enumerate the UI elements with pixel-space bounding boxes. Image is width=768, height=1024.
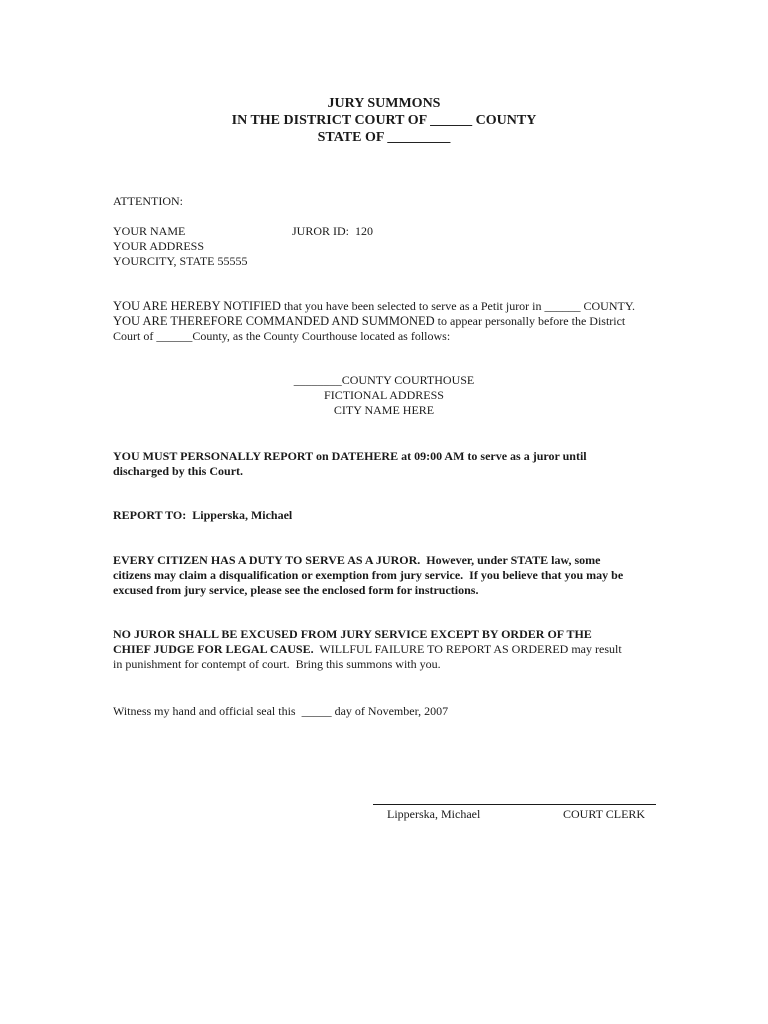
title-jury-summons: JURY SUMMONS (327, 96, 441, 111)
notice-rest-2: to appear personally before the District (434, 314, 626, 328)
recipient-name-line (113, 224, 658, 239)
notice-rest-1: that you have been selected to serve as a Petit juror in ______ COUNTY. (280, 299, 635, 313)
excuse-rest-2: WILLFUL FAILURE TO REPORT AS ORDERED may result (313, 642, 622, 656)
excuse-line-1: NO JUROR SHALL BE EXCUSED FROM JURY SERVICE EXCEPT BY ORDER OF THE (113, 627, 592, 641)
signature-line (373, 804, 656, 805)
courthouse-name: ________COUNTY COURTHOUSE (293, 373, 475, 387)
report-instructions (113, 449, 658, 479)
recipient-name: YOUR NAME (113, 224, 186, 238)
juror-id: JUROR ID: 120 (292, 224, 374, 238)
report-line-2: discharged by this Court. (113, 464, 244, 478)
courthouse-address (0, 373, 768, 418)
signature-name: Lipperska, Michael (387, 807, 481, 821)
notice-line-2 (113, 314, 658, 329)
excuse-line-3: in punishment for contempt of court. Bring this summons with you. (113, 657, 441, 671)
title-district-court: IN THE DISTRICT COURT OF ______ COUNTY (231, 113, 537, 128)
recipient-city: YOURCITY, STATE 55555 (113, 254, 248, 268)
report-to: REPORT TO: Lipperska, Michael (113, 508, 293, 522)
signature-title: COURT CLERK (563, 807, 646, 821)
title-state: STATE OF _________ (317, 130, 451, 145)
courthouse-street: FICTIONAL ADDRESS (324, 388, 444, 402)
report-line-1: YOU MUST PERSONALLY REPORT on DATEHERE at 09:00 AM to serve as a juror until (113, 449, 587, 463)
excuse-paragraph (113, 627, 658, 672)
notice-line-1 (113, 299, 658, 314)
witness-line: Witness my hand and official seal this _____ day of November, 2007 (113, 704, 449, 718)
document-title (0, 95, 768, 146)
notice-caps-2: YOU ARE THEREFORE COMMANDED AND SUMMONED (113, 314, 435, 328)
courthouse-city: CITY NAME HERE (333, 403, 435, 417)
duty-line-1: EVERY CITIZEN HAS A DUTY TO SERVE AS A JUROR. However, under STATE law, some (113, 553, 601, 567)
notice-line-3: Court of ______County, as the County Courthouse located as follows: (113, 329, 451, 343)
excuse-bold-2: CHIEF JUDGE FOR LEGAL CAUSE. (113, 642, 314, 656)
attention-label: ATTENTION: (113, 194, 183, 208)
duty-paragraph (113, 553, 658, 598)
excuse-line-2 (113, 642, 658, 657)
recipient-address: YOUR ADDRESS (113, 239, 205, 253)
duty-line-2: citizens may claim a disqualification or exemption from jury service. If you believe that you may be (113, 568, 624, 582)
notice-paragraph (113, 299, 658, 344)
notice-caps-1: YOU ARE HEREBY NOTIFIED (113, 299, 281, 313)
duty-line-3: excused from jury service, please see the enclosed form for instructions. (113, 583, 479, 597)
